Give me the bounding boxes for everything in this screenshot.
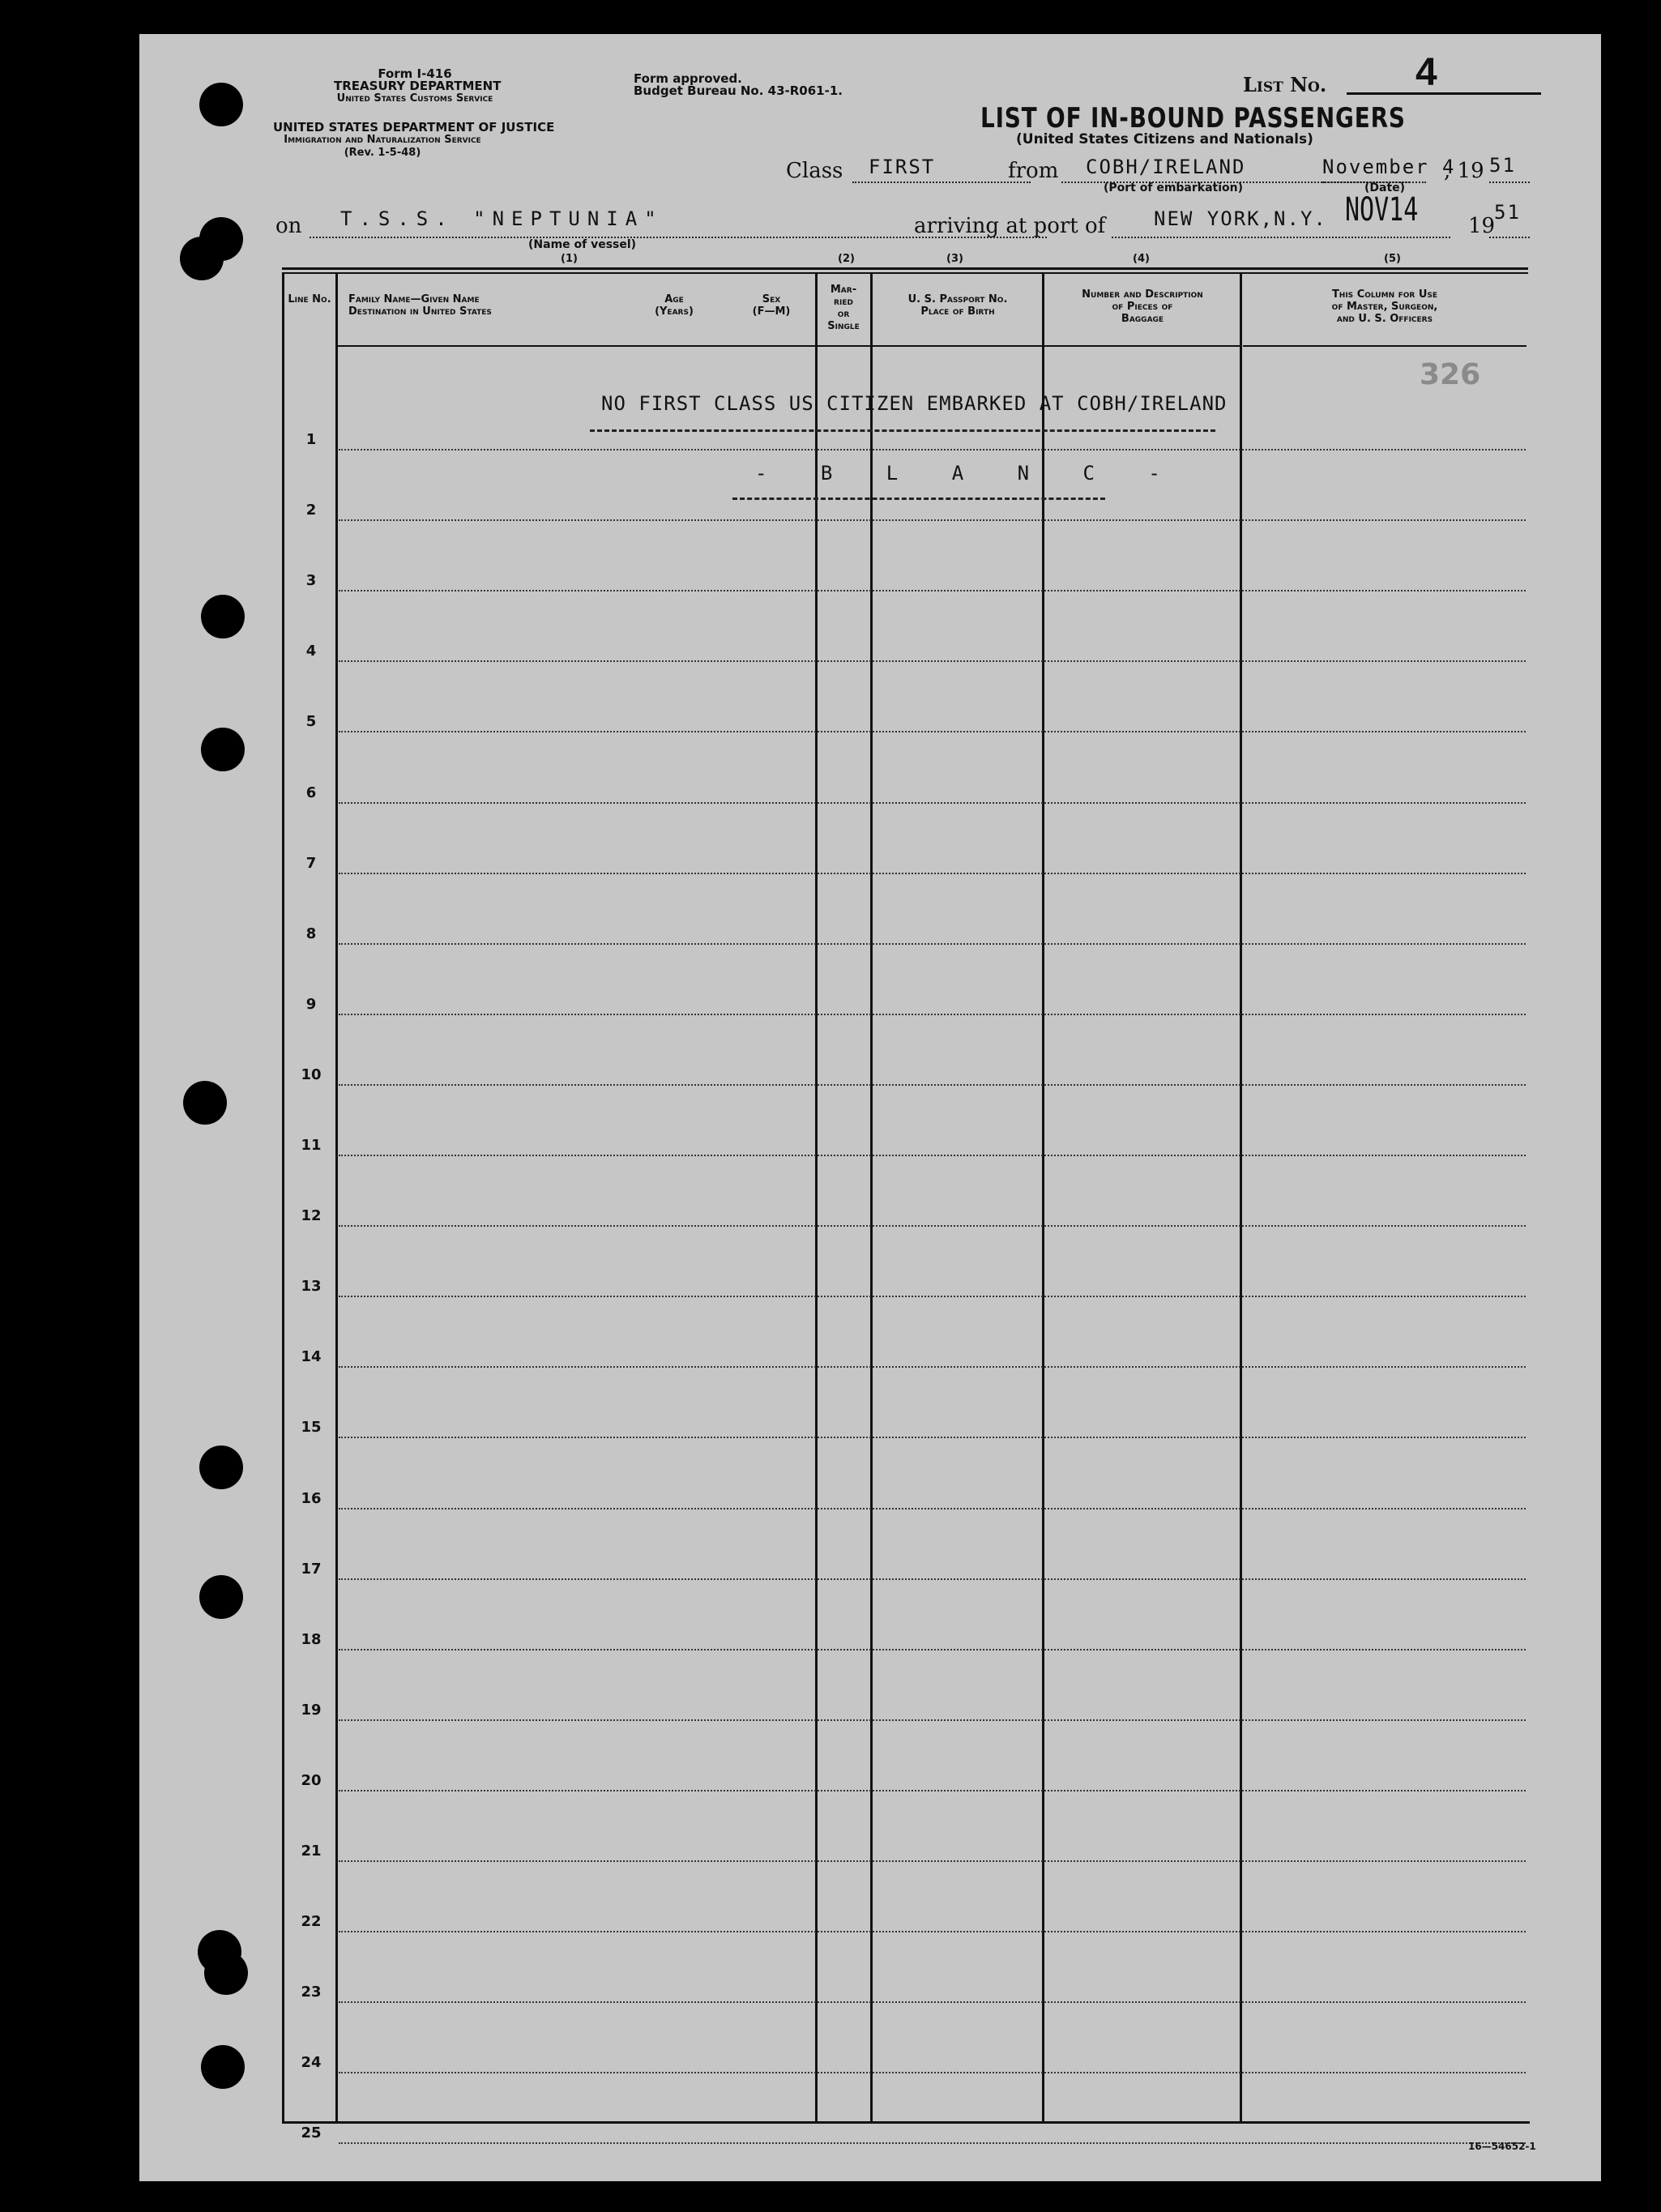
line-number: 22 bbox=[301, 1913, 322, 1931]
date-caption: (Date) bbox=[1364, 181, 1406, 194]
list-no-label: List No. bbox=[1243, 73, 1327, 96]
arrival-line bbox=[1112, 237, 1450, 238]
vessel-value: T.S.S. "NEPTUNIA" bbox=[340, 207, 664, 230]
binder-hole bbox=[201, 728, 245, 771]
list-no-line bbox=[1347, 92, 1541, 95]
stamp-number: 326 bbox=[1420, 358, 1481, 391]
binder-hole bbox=[199, 1575, 243, 1619]
class-line bbox=[852, 181, 1031, 183]
row-line bbox=[339, 1931, 1526, 1932]
row-line bbox=[339, 1860, 1526, 1862]
header-line-no: Line No. bbox=[288, 293, 331, 305]
line-number: 21 bbox=[301, 1843, 322, 1860]
row-line bbox=[339, 802, 1526, 804]
head-rule bbox=[338, 345, 1240, 347]
line-number: 8 bbox=[305, 925, 317, 942]
row-line bbox=[339, 590, 1526, 591]
line-number: 17 bbox=[301, 1560, 322, 1578]
married-divider-right bbox=[870, 272, 873, 2123]
colnum-4: (4) bbox=[1133, 253, 1150, 265]
header-officers: This Column for Use of Master, Surgeon, and U. S. Officers bbox=[1331, 288, 1438, 325]
form-subtitle: (United States Citizens and Nationals) bbox=[1016, 131, 1313, 147]
binder-hole bbox=[183, 1081, 227, 1125]
doj-label: UNITED STATES DEPARTMENT OF JUSTICE bbox=[273, 120, 555, 135]
line-number: 3 bbox=[305, 572, 317, 590]
form-sheet bbox=[139, 34, 1601, 2181]
arrival-year-line bbox=[1489, 237, 1530, 238]
year-line bbox=[1489, 181, 1530, 183]
port-caption: (Port of embarkation) bbox=[1104, 181, 1244, 194]
ins-label: Immigration and Naturalization Service bbox=[284, 134, 481, 146]
entry-line-1-underline bbox=[590, 429, 1215, 432]
on-label: on bbox=[275, 214, 302, 238]
line-number: 13 bbox=[301, 1278, 322, 1296]
row-line bbox=[339, 1296, 1526, 1297]
binder-hole bbox=[199, 1445, 243, 1489]
line-number: 24 bbox=[301, 2054, 322, 2072]
row-line bbox=[339, 449, 1526, 451]
line-number: 5 bbox=[305, 713, 317, 731]
table-top-rule bbox=[282, 267, 1528, 270]
colnum-2: (2) bbox=[838, 253, 855, 265]
row-line bbox=[339, 1437, 1526, 1438]
header-name: Family Name—Given Name Destination in United States bbox=[348, 293, 492, 318]
entry-line-1: NO FIRST CLASS US CITIZEN EMBARKED AT COBH/IRELAND bbox=[601, 392, 1228, 415]
row-line bbox=[339, 2072, 1526, 2073]
header-baggage: Number and Description of Pieces of Baggage bbox=[1082, 288, 1203, 325]
row-line bbox=[339, 873, 1526, 874]
table-bottom-rule bbox=[282, 2121, 1530, 2124]
vessel-caption: (Name of vessel) bbox=[528, 238, 637, 251]
lineno-divider bbox=[335, 272, 338, 2123]
married-divider-left bbox=[815, 272, 818, 2123]
colnum-3: (3) bbox=[946, 253, 963, 265]
row-line bbox=[339, 1578, 1526, 1580]
line-number: 6 bbox=[305, 784, 317, 801]
row-line bbox=[339, 1225, 1526, 1227]
row-line bbox=[339, 1014, 1526, 1015]
line-number: 1 bbox=[305, 431, 317, 448]
year-value: 51 bbox=[1489, 154, 1516, 177]
entry-line-2: - B L A N C - bbox=[755, 462, 1181, 485]
arrival-year-value: 51 bbox=[1494, 201, 1521, 224]
row-line bbox=[339, 2001, 1526, 2003]
baggage-divider bbox=[1240, 272, 1242, 2123]
line-number: 4 bbox=[305, 643, 317, 660]
passport-divider bbox=[1042, 272, 1044, 2123]
officer-head-rule bbox=[1243, 345, 1526, 347]
from-label: from bbox=[1008, 159, 1059, 183]
form-title: LIST OF IN-BOUND PASSENGERS bbox=[980, 102, 1406, 135]
line-number: 20 bbox=[301, 1771, 322, 1789]
table-top-rule-2 bbox=[282, 272, 1528, 274]
row-line bbox=[339, 1366, 1526, 1368]
row-line bbox=[339, 1790, 1526, 1791]
arrival-date-stamp: NOV14 bbox=[1345, 191, 1419, 228]
binder-hole bbox=[201, 2045, 245, 2089]
row-line bbox=[339, 1649, 1526, 1650]
print-code: 16—54652-1 bbox=[1468, 2141, 1536, 2152]
row-line bbox=[339, 519, 1526, 521]
table-left-border bbox=[282, 272, 284, 2123]
rev-label: (Rev. 1-5-48) bbox=[344, 147, 421, 159]
header-sex: Sex (F—M) bbox=[752, 293, 791, 318]
row-line bbox=[339, 731, 1526, 732]
form-approved: Form approved. bbox=[634, 71, 742, 86]
line-number: 10 bbox=[301, 1065, 322, 1083]
customs-service: United States Customs Service bbox=[336, 92, 493, 105]
header-passport: U. S. Passport No. Place of Birth bbox=[907, 293, 1008, 318]
row-line bbox=[339, 1719, 1526, 1721]
row-line bbox=[339, 660, 1526, 662]
colnum-5: (5) bbox=[1384, 253, 1401, 265]
line-number: 25 bbox=[301, 2124, 322, 2142]
arrival-port: NEW YORK,N.Y. bbox=[1154, 207, 1327, 230]
line-number: 14 bbox=[301, 1348, 322, 1366]
form-id: Form I-416 bbox=[378, 66, 452, 81]
binder-hole bbox=[180, 237, 224, 280]
line-number: 18 bbox=[301, 1630, 322, 1648]
year-prefix: , 19 bbox=[1444, 159, 1484, 183]
row-line bbox=[339, 1155, 1526, 1156]
line-number: 9 bbox=[305, 995, 317, 1013]
line-number: 7 bbox=[305, 854, 317, 872]
line-number: 12 bbox=[301, 1207, 322, 1225]
row-line bbox=[339, 1508, 1526, 1510]
class-value: FIRST bbox=[869, 156, 936, 178]
treasury-dept: TREASURY DEPARTMENT bbox=[334, 79, 502, 93]
colnum-1: (1) bbox=[561, 253, 578, 265]
line-number: 15 bbox=[301, 1419, 322, 1437]
date-value: November 4 bbox=[1322, 156, 1456, 178]
line-number: 23 bbox=[301, 1984, 322, 2001]
binder-hole bbox=[204, 1951, 248, 1995]
arriving-label: arriving at port of bbox=[914, 214, 1106, 238]
line-number: 11 bbox=[301, 1137, 322, 1154]
budget-bureau: Budget Bureau No. 43-R061-1. bbox=[634, 83, 843, 98]
from-value: COBH/IRELAND bbox=[1086, 156, 1246, 178]
header-married: Mar- ried or Single bbox=[827, 284, 860, 332]
entry-line-2-underline bbox=[732, 497, 1105, 500]
row-line bbox=[339, 1084, 1526, 1086]
class-label: Class bbox=[786, 159, 843, 183]
line-number: 16 bbox=[301, 1489, 322, 1507]
list-no-value: 4 bbox=[1415, 51, 1437, 94]
arrival-year-prefix: 19 bbox=[1468, 214, 1496, 238]
row-line bbox=[339, 943, 1526, 945]
row-line bbox=[339, 2142, 1526, 2144]
line-number: 2 bbox=[305, 502, 317, 519]
binder-hole bbox=[199, 83, 243, 126]
header-age: Age (Years) bbox=[655, 293, 694, 318]
binder-hole bbox=[201, 595, 245, 638]
line-number: 19 bbox=[301, 1701, 322, 1719]
